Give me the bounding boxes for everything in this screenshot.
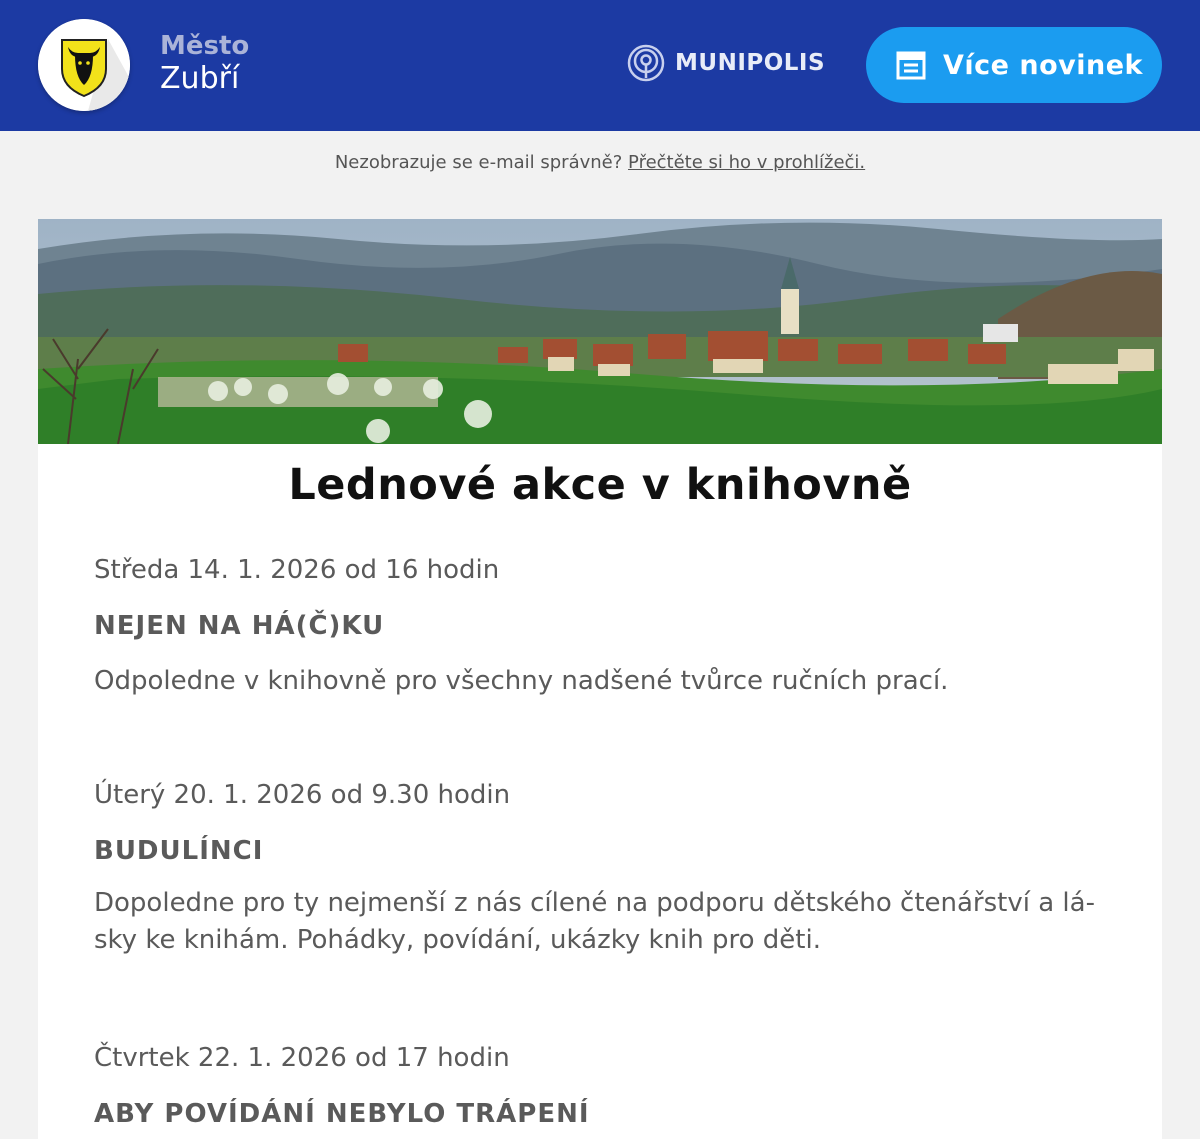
email-notice [0,152,1200,173]
event-2 [94,780,1114,959]
notice-text: Nezobrazuje se e-mail správně? [334,152,623,173]
event-description [94,885,1114,959]
village-landscape-image [38,219,1162,444]
event-name: NEJEN NA HÁ(Č)KU [94,611,385,641]
view-in-browser-link[interactable]: Přečtěte si ho v prohlížeči. [628,152,866,173]
city-name-line2: Zubří [160,61,240,96]
event-description-line1: Dopoledne pro ty nejmenší z nás cílené na podporu dětského čtenářství a lá- [94,888,1095,918]
event-3 [94,1043,1114,1129]
article-title: Lednové akce v knihovně [288,460,912,510]
newspaper-icon [896,50,926,80]
event-1 [94,555,1114,700]
header [0,0,1200,131]
city-logo[interactable] [38,19,130,111]
bull-coat-of-arms-icon [38,19,130,111]
event-date: Úterý 20. 1. 2026 od 9.30 hodin [94,780,511,810]
munipolis-label: MUNIPOLIS [675,50,826,76]
event-date: Středa 14. 1. 2026 od 16 hodin [94,555,500,585]
munipolis-brand[interactable] [627,44,825,82]
event-name: ABY POVÍDÁNÍ NEBYLO TRÁPENÍ [94,1099,590,1129]
event-date: Čtvrtek 22. 1. 2026 od 17 hodin [94,1043,510,1073]
city-name-line1: Město [160,31,250,61]
event-description-line2: sky ke knihám. Pohádky, povídání, ukázky knih pro děti. [94,925,821,955]
more-news-label: Více novinek [943,49,1143,81]
more-news-button[interactable] [866,27,1162,103]
broadcast-icon [627,44,665,82]
city-name [160,31,249,97]
event-description: Odpoledne v knihovně pro všechny nadšené tvůrce ručních prací. [94,666,949,696]
event-name: BUDULÍNCI [94,836,264,866]
